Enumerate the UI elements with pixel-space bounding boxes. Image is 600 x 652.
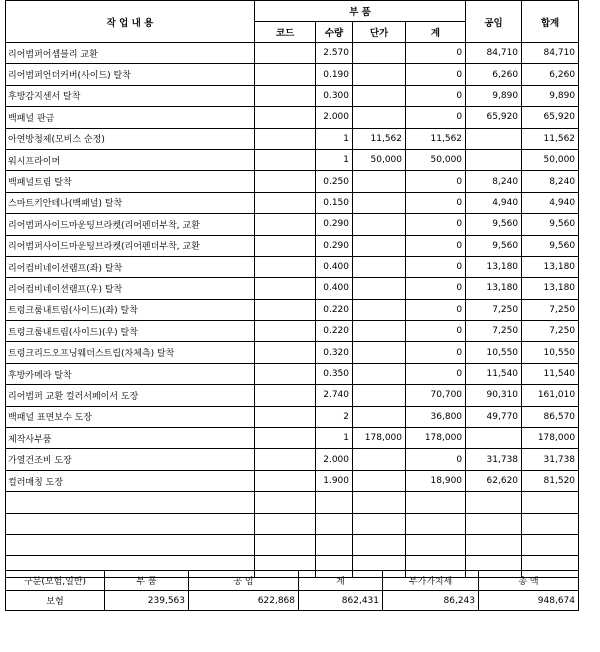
row-sum: 65,920 xyxy=(522,107,579,128)
parts-total: 11,562 xyxy=(406,128,466,149)
unit-price xyxy=(353,192,406,213)
part-code xyxy=(255,299,316,320)
labor-cost: 8,240 xyxy=(466,171,522,192)
table-row xyxy=(6,299,579,320)
parts-total: 0 xyxy=(406,256,466,277)
row-sum: 9,560 xyxy=(522,214,579,235)
part-code xyxy=(255,192,316,213)
unit-price xyxy=(353,299,406,320)
labor-cost xyxy=(466,428,522,449)
quantity: 0.290 xyxy=(316,235,353,256)
unit-price xyxy=(353,256,406,277)
work-item-name: 트렁크룸내트림(사이드)(좌) 탈착 xyxy=(6,299,255,320)
row-sum xyxy=(522,513,579,534)
table-row xyxy=(6,449,579,470)
table-row xyxy=(6,64,579,85)
header-labor: 공임 xyxy=(466,1,522,43)
quantity: 0.220 xyxy=(316,299,353,320)
quantity: 2 xyxy=(316,406,353,427)
parts-total xyxy=(406,492,466,513)
parts-total: 0 xyxy=(406,107,466,128)
parts-total: 36,800 xyxy=(406,406,466,427)
row-sum xyxy=(522,492,579,513)
parts-total: 0 xyxy=(406,278,466,299)
part-code xyxy=(255,406,316,427)
table-row xyxy=(6,278,579,299)
table-row xyxy=(6,342,579,363)
labor-cost: 62,620 xyxy=(466,470,522,491)
quantity xyxy=(316,513,353,534)
labor-cost: 7,250 xyxy=(466,299,522,320)
part-code xyxy=(255,149,316,170)
work-item-name: 트렁크리드오프닝웨더스트립(차체측) 탈착 xyxy=(6,342,255,363)
row-sum: 81,520 xyxy=(522,470,579,491)
part-code xyxy=(255,107,316,128)
quantity: 0.150 xyxy=(316,192,353,213)
work-item-name xyxy=(6,492,255,513)
row-sum: 86,570 xyxy=(522,406,579,427)
parts-total: 0 xyxy=(406,64,466,85)
row-sum: 4,940 xyxy=(522,192,579,213)
table-row xyxy=(6,256,579,277)
row-sum: 13,180 xyxy=(522,256,579,277)
work-item-name: 스마트키안테나(백패널) 탈착 xyxy=(6,192,255,213)
row-sum: 11,540 xyxy=(522,363,579,384)
unit-price: 50,000 xyxy=(353,149,406,170)
part-code xyxy=(255,492,316,513)
part-code xyxy=(255,385,316,406)
table-row xyxy=(6,192,579,213)
part-code xyxy=(255,278,316,299)
part-code xyxy=(255,428,316,449)
labor-cost: 6,260 xyxy=(466,64,522,85)
estimate-table xyxy=(5,0,579,578)
summary-header-category: 구분(보험,일반) xyxy=(6,571,105,591)
quantity: 1 xyxy=(316,149,353,170)
quantity: 2.000 xyxy=(316,449,353,470)
summary-total: 862,431 xyxy=(299,591,383,611)
labor-cost: 9,890 xyxy=(466,85,522,106)
unit-price xyxy=(353,449,406,470)
summary-header-total: 계 xyxy=(299,571,383,591)
parts-total: 0 xyxy=(406,214,466,235)
quantity: 2.570 xyxy=(316,43,353,64)
quantity: 0.300 xyxy=(316,85,353,106)
row-sum: 161,010 xyxy=(522,385,579,406)
part-code xyxy=(255,256,316,277)
labor-cost xyxy=(466,534,522,555)
summary-header-parts: 부 품 xyxy=(105,571,189,591)
labor-cost: 13,180 xyxy=(466,278,522,299)
part-code xyxy=(255,214,316,235)
row-sum: 7,250 xyxy=(522,299,579,320)
part-code xyxy=(255,43,316,64)
unit-price xyxy=(353,470,406,491)
table-row xyxy=(6,470,579,491)
header-work-content: 작 업 내 용 xyxy=(6,1,255,43)
labor-cost xyxy=(466,492,522,513)
row-sum: 9,890 xyxy=(522,85,579,106)
quantity: 0.320 xyxy=(316,342,353,363)
work-item-name: 트렁크룸내트림(사이드)(우) 탈착 xyxy=(6,321,255,342)
parts-total xyxy=(406,534,466,555)
work-item-name: 컬러매칭 도장 xyxy=(6,470,255,491)
table-row xyxy=(6,428,579,449)
parts-total: 0 xyxy=(406,449,466,470)
unit-price xyxy=(353,321,406,342)
unit-price xyxy=(353,107,406,128)
unit-price xyxy=(353,214,406,235)
labor-cost xyxy=(466,513,522,534)
work-item-name: 워시프라이머 xyxy=(6,149,255,170)
table-row xyxy=(6,406,579,427)
unit-price xyxy=(353,85,406,106)
work-item-name: 아연방청제(모비스 순정) xyxy=(6,128,255,149)
work-item-name: 리어범퍼 교환 컬러서페이서 도장 xyxy=(6,385,255,406)
table-row xyxy=(6,128,579,149)
part-code xyxy=(255,513,316,534)
row-sum: 13,180 xyxy=(522,278,579,299)
parts-total: 178,000 xyxy=(406,428,466,449)
quantity: 0.290 xyxy=(316,214,353,235)
quantity: 1.900 xyxy=(316,470,353,491)
table-row xyxy=(6,85,579,106)
labor-cost: 10,550 xyxy=(466,342,522,363)
work-item-name xyxy=(6,513,255,534)
row-sum: 31,738 xyxy=(522,449,579,470)
parts-total: 0 xyxy=(406,85,466,106)
row-sum: 84,710 xyxy=(522,43,579,64)
work-item-name: 리어범퍼사이드마운팅브라켓(리어펜더부착, 교환 xyxy=(6,235,255,256)
header-quantity: 수량 xyxy=(316,22,353,43)
work-item-name: 백패널 표면보수 도장 xyxy=(6,406,255,427)
part-code xyxy=(255,342,316,363)
labor-cost: 65,920 xyxy=(466,107,522,128)
quantity xyxy=(316,534,353,555)
labor-cost: 9,560 xyxy=(466,235,522,256)
parts-total: 0 xyxy=(406,43,466,64)
work-item-name: 리어컴비네이션램프(우) 탈착 xyxy=(6,278,255,299)
unit-price xyxy=(353,406,406,427)
part-code xyxy=(255,171,316,192)
row-sum: 9,560 xyxy=(522,235,579,256)
parts-total: 70,700 xyxy=(406,385,466,406)
summary-header-vat: 부가가치세 xyxy=(383,571,479,591)
labor-cost: 84,710 xyxy=(466,43,522,64)
header-parts: 부 품 xyxy=(255,1,466,22)
quantity: 0.400 xyxy=(316,256,353,277)
part-code xyxy=(255,321,316,342)
work-item-name: 리어범퍼어셈블리 교환 xyxy=(6,43,255,64)
work-item-name: 리어컴비네이션램프(좌) 탈착 xyxy=(6,256,255,277)
row-sum: 50,000 xyxy=(522,149,579,170)
summary-parts: 239,563 xyxy=(105,591,189,611)
quantity: 0.400 xyxy=(316,278,353,299)
parts-total: 0 xyxy=(406,235,466,256)
header-code: 코드 xyxy=(255,22,316,43)
row-sum: 10,550 xyxy=(522,342,579,363)
summary-table xyxy=(5,570,579,611)
work-item-name: 백패널 판금 xyxy=(6,107,255,128)
table-row xyxy=(6,534,579,555)
parts-total: 18,900 xyxy=(406,470,466,491)
table-row xyxy=(6,321,579,342)
labor-cost: 31,738 xyxy=(466,449,522,470)
work-item-name: 가열건조비 도장 xyxy=(6,449,255,470)
labor-cost: 4,940 xyxy=(466,192,522,213)
quantity xyxy=(316,492,353,513)
row-sum: 8,240 xyxy=(522,171,579,192)
parts-total: 0 xyxy=(406,321,466,342)
row-sum: 7,250 xyxy=(522,321,579,342)
quantity: 0.250 xyxy=(316,171,353,192)
table-row xyxy=(6,492,579,513)
unit-price xyxy=(353,64,406,85)
header-unit-price: 단가 xyxy=(353,22,406,43)
parts-total: 0 xyxy=(406,192,466,213)
unit-price xyxy=(353,363,406,384)
table-row xyxy=(6,107,579,128)
unit-price xyxy=(353,235,406,256)
row-sum xyxy=(522,534,579,555)
part-code xyxy=(255,128,316,149)
parts-total: 0 xyxy=(406,342,466,363)
unit-price xyxy=(353,342,406,363)
labor-cost xyxy=(466,128,522,149)
table-row xyxy=(6,171,579,192)
quantity: 2.000 xyxy=(316,107,353,128)
parts-total: 0 xyxy=(406,363,466,384)
unit-price xyxy=(353,43,406,64)
part-code xyxy=(255,470,316,491)
table-row xyxy=(6,214,579,235)
labor-cost: 90,310 xyxy=(466,385,522,406)
unit-price: 178,000 xyxy=(353,428,406,449)
work-item-name xyxy=(6,534,255,555)
unit-price xyxy=(353,385,406,406)
table-row xyxy=(6,149,579,170)
part-code xyxy=(255,449,316,470)
table-row xyxy=(6,363,579,384)
row-sum: 178,000 xyxy=(522,428,579,449)
quantity: 0.350 xyxy=(316,363,353,384)
row-sum: 6,260 xyxy=(522,64,579,85)
header-sum: 합계 xyxy=(522,1,579,43)
unit-price xyxy=(353,171,406,192)
work-item-name: 후방카메라 탈착 xyxy=(6,363,255,384)
table-row xyxy=(6,385,579,406)
unit-price: 11,562 xyxy=(353,128,406,149)
part-code xyxy=(255,64,316,85)
table-row xyxy=(6,513,579,534)
labor-cost: 49,770 xyxy=(466,406,522,427)
header-total: 계 xyxy=(406,22,466,43)
work-item-name: 제작사부품 xyxy=(6,428,255,449)
summary-grand-total: 948,674 xyxy=(479,591,579,611)
part-code xyxy=(255,534,316,555)
parts-total: 50,000 xyxy=(406,149,466,170)
parts-total: 0 xyxy=(406,299,466,320)
labor-cost: 11,540 xyxy=(466,363,522,384)
row-sum: 11,562 xyxy=(522,128,579,149)
summary-header-grand-total: 총 액 xyxy=(479,571,579,591)
table-row xyxy=(6,235,579,256)
summary-labor: 622,868 xyxy=(189,591,299,611)
unit-price xyxy=(353,278,406,299)
unit-price xyxy=(353,492,406,513)
part-code xyxy=(255,235,316,256)
quantity: 0.220 xyxy=(316,321,353,342)
labor-cost: 13,180 xyxy=(466,256,522,277)
labor-cost: 7,250 xyxy=(466,321,522,342)
labor-cost: 9,560 xyxy=(466,214,522,235)
quantity: 2.740 xyxy=(316,385,353,406)
unit-price xyxy=(353,534,406,555)
work-item-name: 리어범퍼언더커버(사이드) 탈착 xyxy=(6,64,255,85)
unit-price xyxy=(353,513,406,534)
quantity: 0.190 xyxy=(316,64,353,85)
labor-cost xyxy=(466,149,522,170)
work-item-name: 후방감지센서 탈착 xyxy=(6,85,255,106)
part-code xyxy=(255,363,316,384)
quantity: 1 xyxy=(316,128,353,149)
summary-vat: 86,243 xyxy=(383,591,479,611)
work-item-name: 백패널트림 탈착 xyxy=(6,171,255,192)
summary-category: 보험 xyxy=(6,591,105,611)
parts-total xyxy=(406,513,466,534)
quantity: 1 xyxy=(316,428,353,449)
parts-total: 0 xyxy=(406,171,466,192)
work-item-name: 리어범퍼사이드마운팅브라켓(리어펜더부착, 교환 xyxy=(6,214,255,235)
part-code xyxy=(255,85,316,106)
summary-header-labor: 공 임 xyxy=(189,571,299,591)
table-row xyxy=(6,43,579,64)
